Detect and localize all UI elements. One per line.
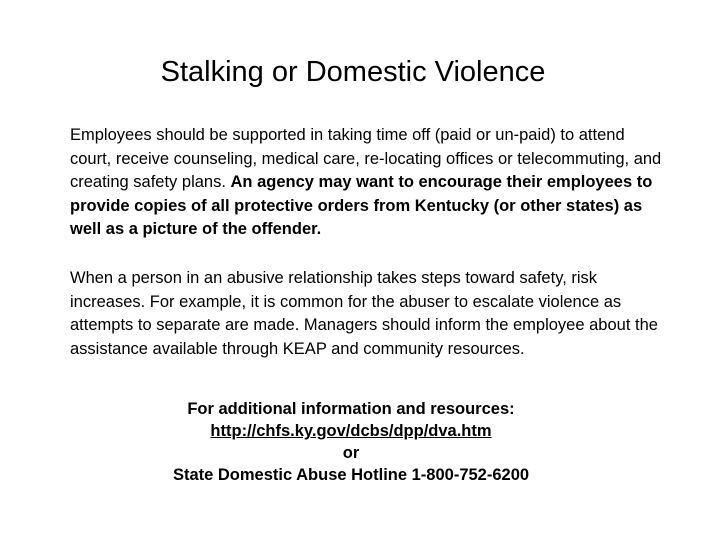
resources-block — [0, 398, 702, 486]
resources-heading: For additional information and resources: — [187, 400, 515, 418]
resources-link[interactable]: http://chfs.ky.gov/dcbs/dpp/dva.htm — [210, 422, 492, 440]
paragraph-time-off-text: Employees should be supported in taking time off (paid or un-paid) to attend court, receive counseling, medical care, re-locating offices or telecommuting, and creating safety plans. — [70, 126, 662, 191]
resources-or-separator: or — [342, 444, 360, 462]
slide-title: Stalking or Domestic Violence — [160, 56, 546, 88]
paragraph-risk-increase: When a person in an abusive relationship takes steps toward safety, risk increases. For example, it is common for the abuser to escalate violence as attempts to separate are made. Managers should inform the employee about the assistance available through KEAP and community resources. — [70, 269, 658, 358]
paragraph-protective-orders-text: An agency may want to encourage their employees to provide copies of all protective orders from Kentucky (or other states) as well as a picture of the offender. — [70, 173, 653, 238]
paragraph-time-off — [70, 124, 670, 242]
hotline-text: State Domestic Abuse Hotline 1-800-752-6200 — [172, 466, 530, 484]
